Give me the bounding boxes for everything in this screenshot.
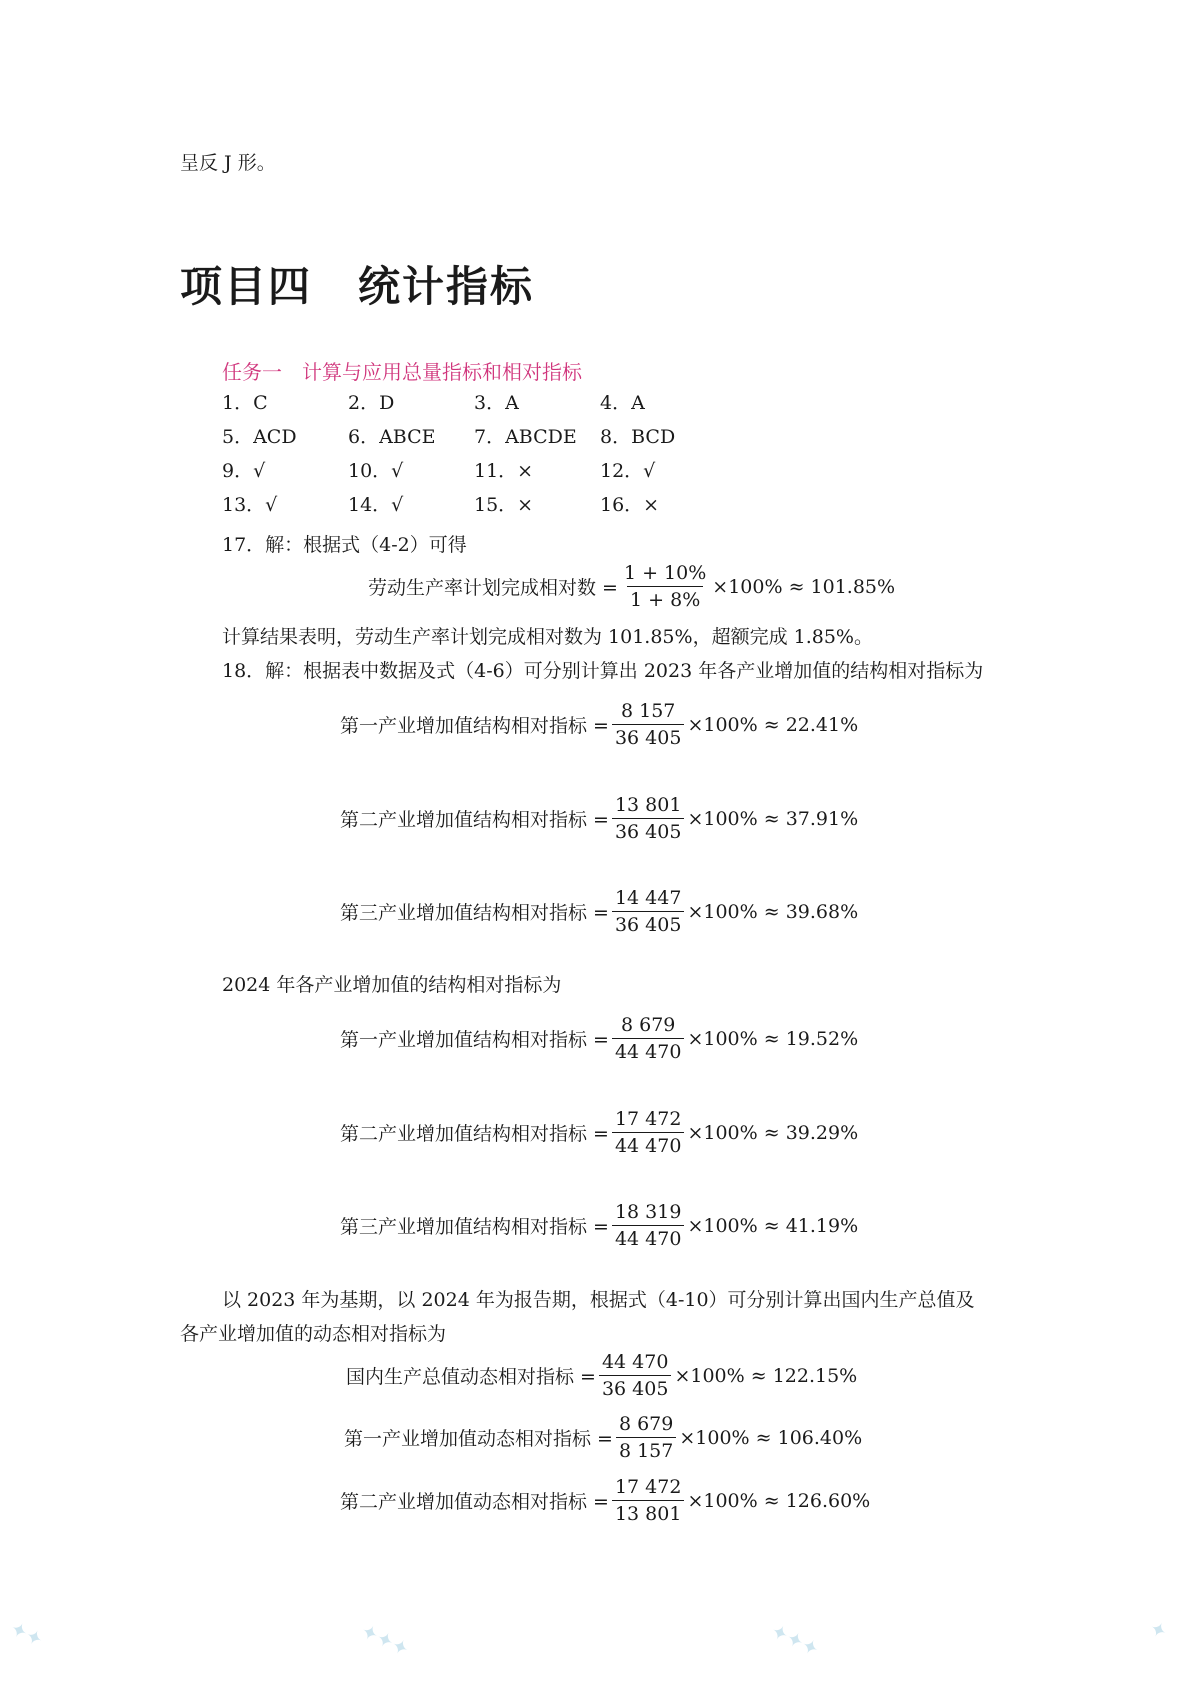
fraction [616, 1413, 676, 1462]
equation-label: 第三产业增加值结构相对指标 = [340, 902, 609, 924]
equation-tail: ×100% ≈ 101.85% [712, 575, 896, 598]
equation-label: 第一产业增加值结构相对指标 = [340, 1029, 609, 1051]
fraction [612, 794, 684, 843]
equation-tail: ×100% ≈ 37.91% [687, 807, 859, 830]
watermark-mark: ✦✦ [6, 1616, 48, 1652]
equation-tail: ×100% ≈ 39.68% [687, 900, 859, 923]
fraction-denominator: 36 405 [612, 724, 684, 749]
equation [346, 1351, 857, 1400]
answer-item: 12．√ [600, 460, 656, 482]
fraction [612, 887, 684, 936]
answer-item: 15．× [474, 494, 534, 516]
equation [340, 1476, 870, 1525]
equation [340, 887, 858, 936]
equation [340, 700, 858, 749]
equation-tail: ×100% ≈ 22.41% [687, 713, 859, 736]
answer-item: 4．A [600, 392, 645, 414]
fraction-numerator: 8 679 [621, 1014, 676, 1036]
fraction-numerator: 14 447 [614, 887, 682, 909]
answer-item: 10．√ [348, 460, 404, 482]
watermark-mark: ✦ [1145, 1615, 1172, 1645]
answer-item: 7．ABCDE [474, 426, 577, 448]
equation-tail: ×100% ≈ 39.29% [687, 1121, 859, 1144]
dynamic-intro-line2: 各产业增加值的动态相对指标为 [180, 1323, 447, 1345]
section-heading [180, 254, 534, 314]
answer-item: 8．BCD [600, 426, 676, 448]
equation [340, 1201, 858, 1250]
fraction [599, 1351, 671, 1400]
fraction-numerator: 8 157 [621, 700, 676, 722]
equation [368, 562, 895, 611]
equation-label: 第一产业增加值动态相对指标 = [344, 1428, 613, 1450]
fraction-denominator: 8 157 [616, 1437, 676, 1462]
fraction [612, 1108, 684, 1157]
q17-result: 计算结果表明，劳动生产率计划完成相对数为 101.85%，超额完成 1.85%。 [222, 626, 873, 648]
fraction [621, 562, 709, 611]
watermark-mark: ✦✦✦ [357, 1618, 413, 1662]
fraction-numerator: 44 470 [601, 1351, 669, 1373]
answer-item: 1．C [222, 392, 268, 414]
heading-part2: 统计指标 [358, 262, 535, 311]
fraction-denominator: 13 801 [612, 1500, 684, 1525]
q18-text: 18．解：根据表中数据及式（4-6）可分别计算出 2023 年各产业增加值的结构相对指标为 [222, 660, 984, 682]
fraction-numerator: 13 801 [614, 794, 682, 816]
fraction [612, 1476, 684, 1525]
answer-item: 5．ACD [222, 426, 297, 448]
fraction [612, 1201, 684, 1250]
answer-item: 2．D [348, 392, 395, 414]
fraction-denominator: 44 470 [612, 1225, 684, 1250]
fraction-denominator: 36 405 [612, 911, 684, 936]
answer-item: 6．ABCE [348, 426, 436, 448]
fraction-denominator: 36 405 [612, 818, 684, 843]
equation [344, 1413, 862, 1462]
equation-tail: ×100% ≈ 41.19% [687, 1214, 859, 1237]
fraction-numerator: 1 + 10% [623, 562, 707, 584]
answer-item: 3．A [474, 392, 519, 414]
answer-item: 9．√ [222, 460, 266, 482]
equation-tail: ×100% ≈ 19.52% [687, 1027, 859, 1050]
answer-item: 13．√ [222, 494, 278, 516]
equation-label: 第三产业增加值结构相对指标 = [340, 1216, 609, 1238]
equation-label: 第二产业增加值动态相对指标 = [340, 1491, 609, 1513]
answer-item: 11．× [474, 460, 534, 482]
equation [340, 1108, 858, 1157]
answer-item: 14．√ [348, 494, 404, 516]
watermark-mark: ✦✦✦ [767, 1618, 823, 1662]
fraction-numerator: 8 679 [618, 1413, 674, 1435]
equation-label: 第二产业增加值结构相对指标 = [340, 1123, 609, 1145]
fraction-numerator: 17 472 [614, 1476, 682, 1498]
year-2024-text: 2024 年各产业增加值的结构相对指标为 [222, 974, 562, 996]
equation [340, 794, 858, 843]
q17-text: 17．解：根据式（4-2）可得 [222, 534, 467, 556]
equation [340, 1014, 858, 1063]
equation-tail: ×100% ≈ 126.60% [687, 1489, 871, 1512]
fraction-denominator: 1 + 8% [627, 586, 703, 611]
equation-tail: ×100% ≈ 106.40% [679, 1426, 863, 1449]
answer-item: 16．× [600, 494, 660, 516]
fraction-denominator: 44 470 [612, 1038, 684, 1063]
fraction-denominator: 36 405 [599, 1375, 671, 1400]
equation-tail: ×100% ≈ 122.15% [674, 1364, 858, 1387]
fraction-numerator: 18 319 [614, 1201, 682, 1223]
task-title: 任务一 计算与应用总量指标和相对指标 [222, 360, 582, 384]
equation-label: 第一产业增加值结构相对指标 = [340, 715, 609, 737]
fraction [612, 700, 684, 749]
heading-part1: 项目四 [180, 262, 313, 311]
equation-label: 国内生产总值动态相对指标 = [346, 1366, 596, 1388]
equation-label: 第二产业增加值结构相对指标 = [340, 809, 609, 831]
fraction-numerator: 17 472 [614, 1108, 682, 1130]
equation-label: 劳动生产率计划完成相对数 = [368, 577, 618, 599]
fraction [612, 1014, 684, 1063]
dynamic-intro-line1: 以 2023 年为基期，以 2024 年为报告期，根据式（4-10）可分别计算出国内生产总值及 [222, 1289, 975, 1311]
intro-text: 呈反 J 形。 [180, 152, 276, 174]
fraction-denominator: 44 470 [612, 1132, 684, 1157]
